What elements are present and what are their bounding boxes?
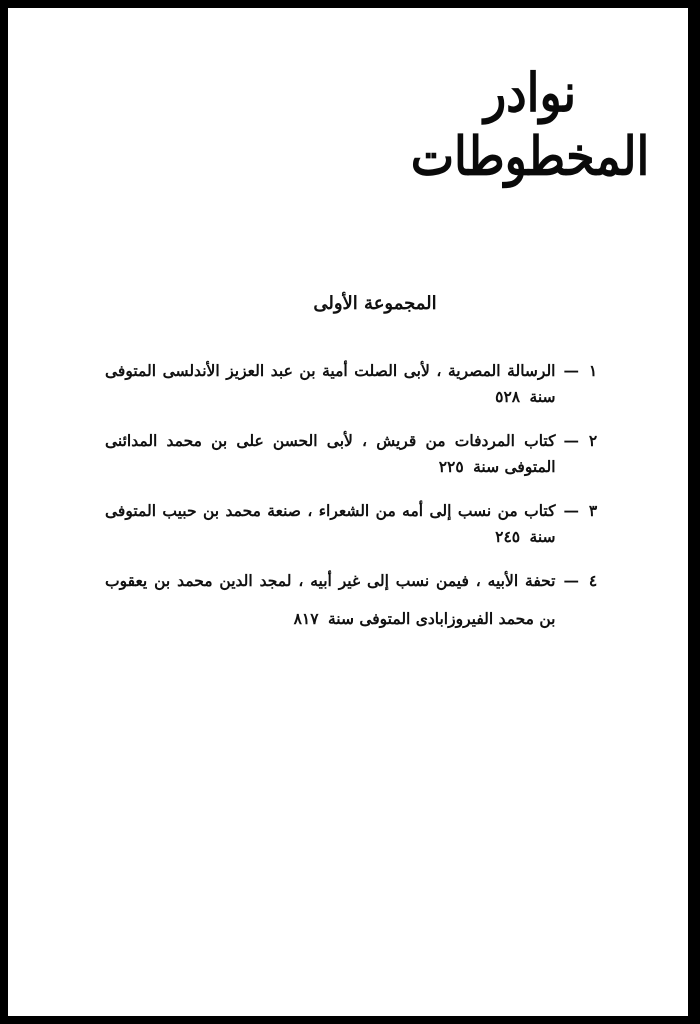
item-dash: —: [563, 501, 579, 520]
item-dash: —: [563, 431, 579, 450]
item-number: ٣: [588, 501, 598, 520]
contents-list: [105, 358, 601, 656]
item-number: ٢: [588, 431, 598, 450]
item-number: ١: [588, 361, 598, 380]
item-text: [105, 498, 556, 550]
item-text: [105, 428, 556, 480]
item-title: كتاب المردفات من قريش ، لأبى الحسن على بن محمد المدائنى المتوفى سنة: [105, 431, 556, 476]
item-text: [105, 358, 556, 410]
item-number: ٤: [588, 571, 598, 590]
item-dash: —: [563, 571, 579, 590]
item-year: ٥٢٨: [495, 387, 521, 406]
list-item: [105, 498, 601, 550]
collection-heading: المجموعة الأولى: [313, 293, 437, 314]
item-year: ٢٤٥: [495, 527, 521, 546]
item-title: الرسالة المصرية ، لأبى الصلت أمية بن عبد العزيز الأندلسى المتوفى سنة: [105, 361, 556, 406]
item-text: [105, 562, 556, 638]
item-title: كتاب من نسب إلى أمه من الشعراء ، صنعة محمد بن حبيب المتوفى سنة: [105, 501, 556, 546]
item-title: تحفة الأبيه ، فيمن نسب إلى غير أبيه ، لمجد الدين محمد بن يعقوب بن محمد الفيروزابادى المتوفى سنة: [105, 571, 556, 628]
list-item: [105, 358, 601, 410]
item-year: ٢٢٥: [438, 457, 464, 476]
item-dash: —: [563, 361, 579, 380]
item-year: ٨١٧: [293, 609, 319, 628]
document-page: [8, 8, 688, 1016]
list-item: [105, 428, 601, 480]
book-title: نوادر المخطوطات: [410, 61, 650, 188]
list-item: [105, 568, 601, 638]
